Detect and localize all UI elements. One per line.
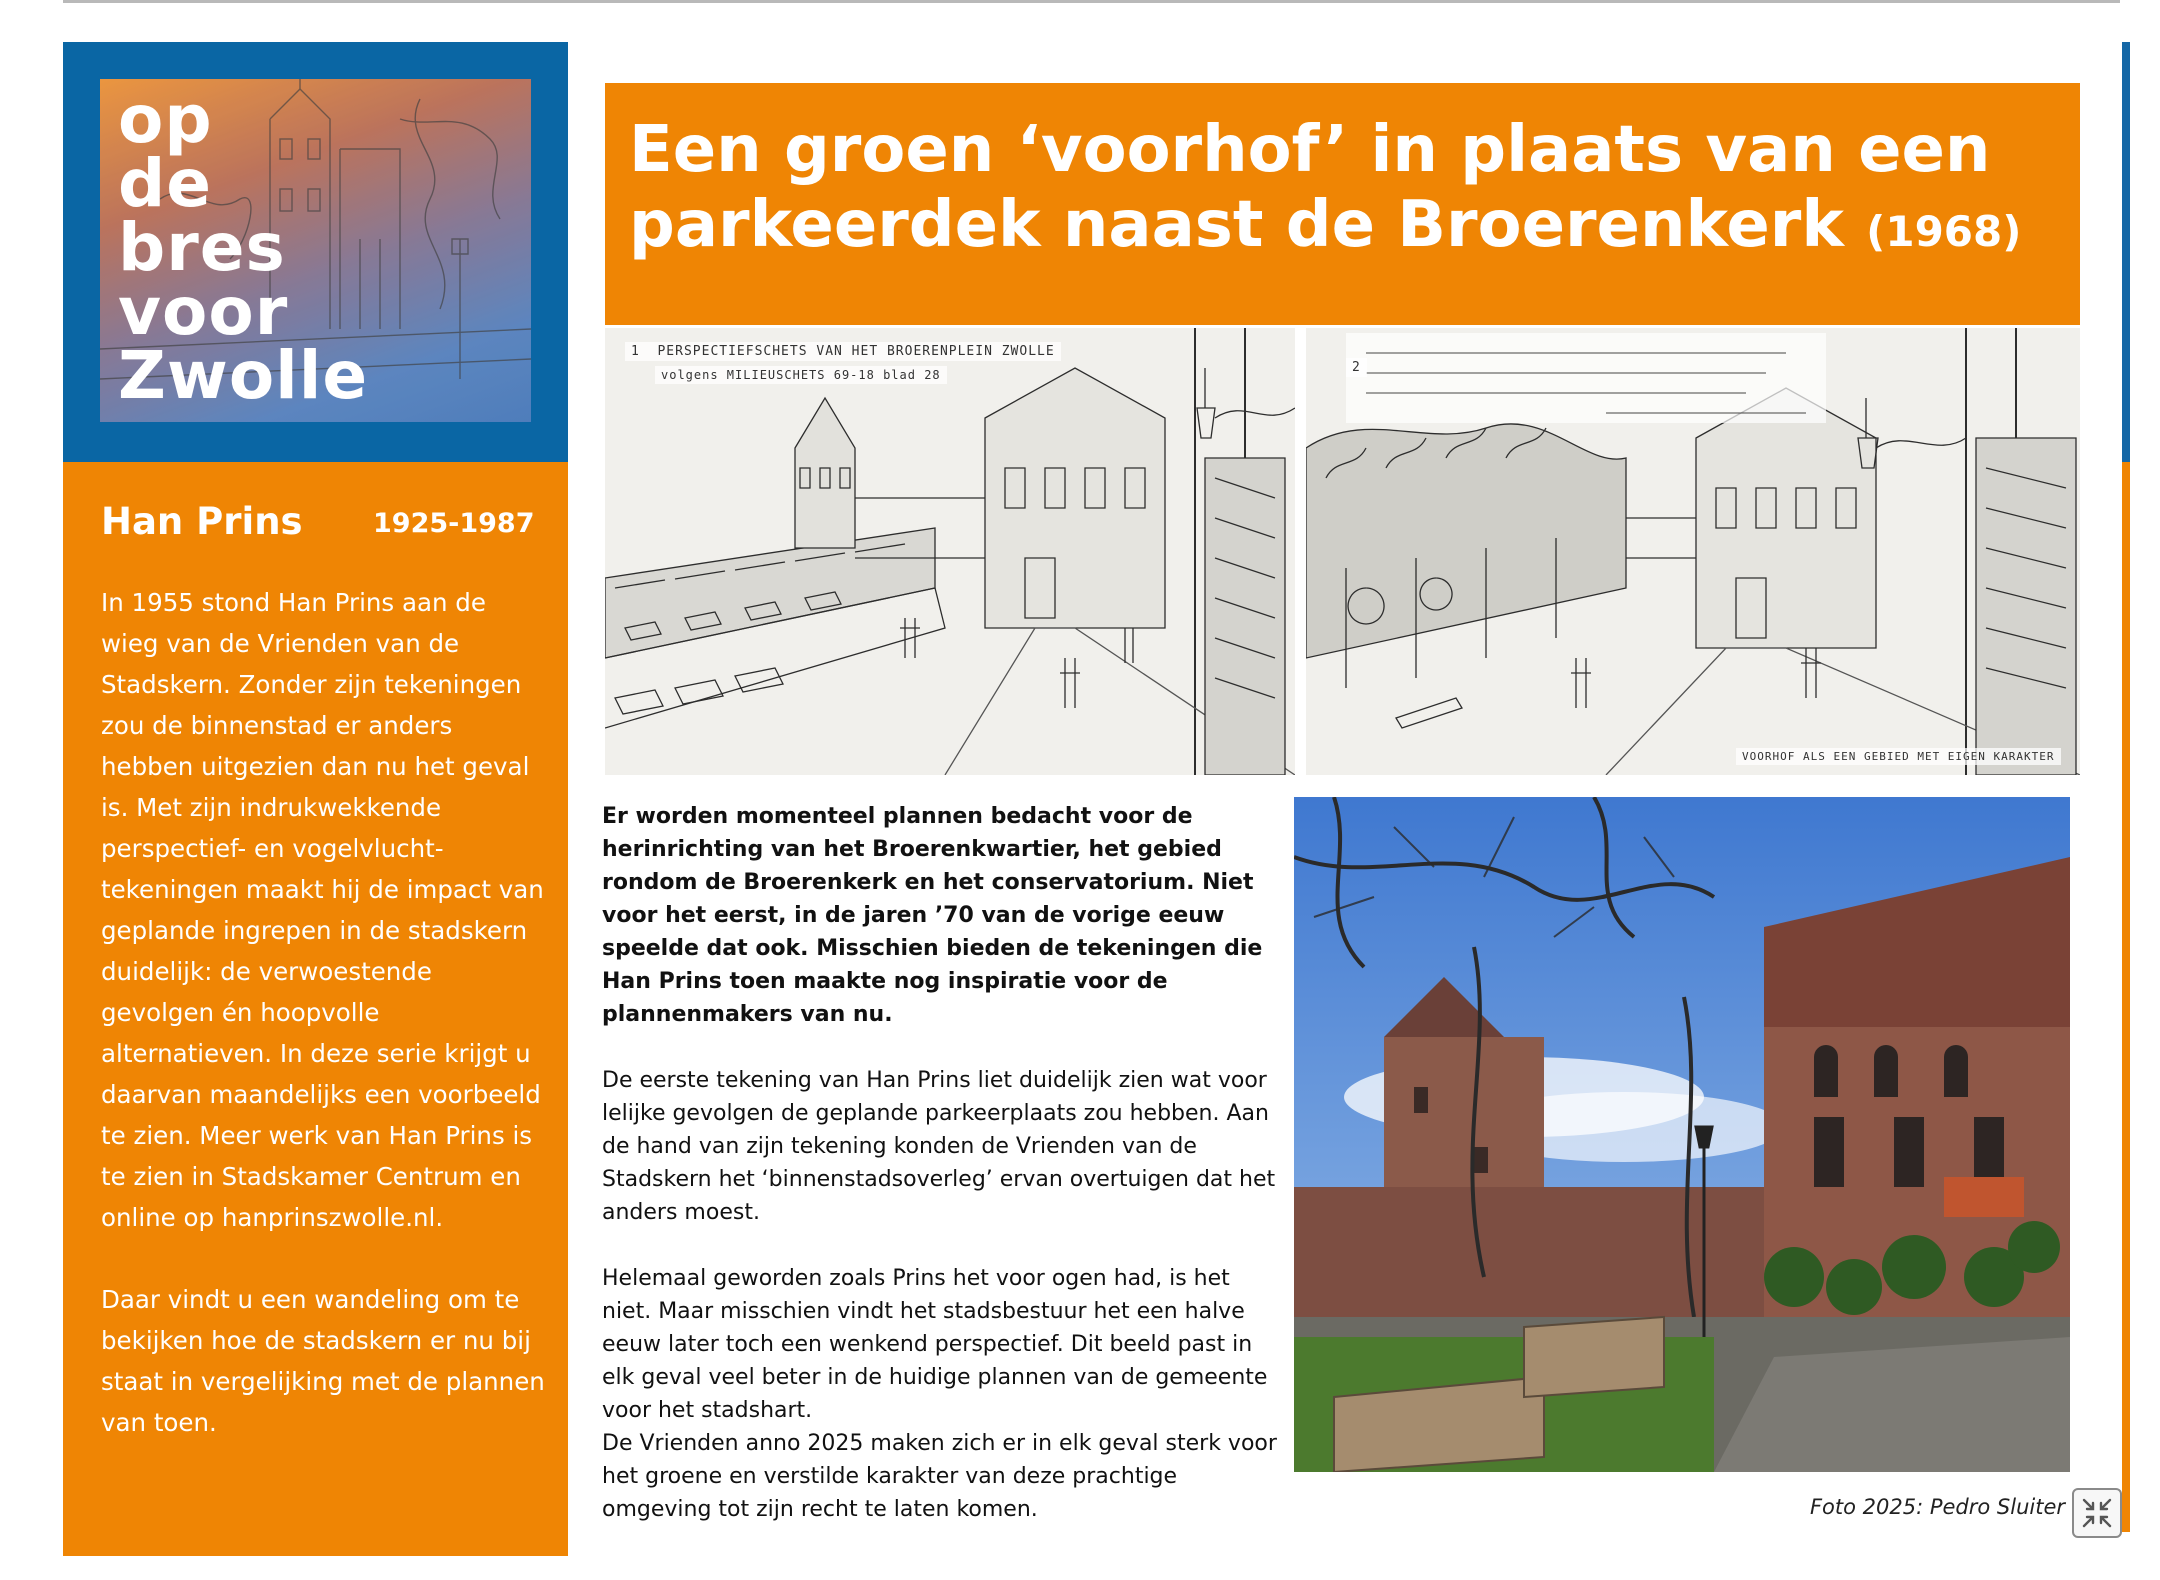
sketch-2-number: 2 (1346, 358, 1367, 377)
collapse-arrows-icon (2081, 1497, 2113, 1529)
right-accent-orange (2122, 462, 2130, 1532)
article-title (629, 113, 2069, 269)
photo-broerenkerk-2025 (1294, 797, 2070, 1472)
author-bio (101, 582, 551, 1484)
author-bio-paragraph-1: In 1955 stond Han Prins aan de wieg van de Vrienden van de Stadskern. Zonder zijn tekeningen zou de binnenstad er anders hebben uitgezien dan nu het geval is. Met zijn indrukwekkende perspectief- en vogelvlucht-tekeningen maakt hij de impact van geplande ingrepen in de stadskern duidelijk: de verwoestende gevolgen én hoopvolle alternatieven. In deze serie krijgt u daarvan maandelijks een voorbeeld te zien. Meer werk van Han Prins is te zien in Stadskamer Centrum en online op hanprinszwolle.nl. (101, 588, 544, 1232)
series-logo (63, 42, 568, 462)
logo-word-3: bres (118, 209, 286, 286)
author-name: Han Prins (101, 500, 303, 543)
author-sidebar (63, 462, 568, 1556)
top-rule (63, 0, 2120, 3)
article-title-year: (1968) (1866, 207, 2022, 256)
article-paragraph-1: De eerste tekening van Han Prins liet duidelijk zien wat voor lelijke gevolgen de geplande parkeerplaats zou hebben. Aan de hand van zijn tekening konden de Vrienden van de Stadskern het ‘binnenstadsoverleg’ ervan overtuigen dat het anders moest. (602, 1068, 1276, 1225)
logo-word-1: op (118, 81, 213, 158)
sketch-green-forecourt-drawing (1306, 328, 2080, 775)
article-title-text: Een groen ‘voorhof’ in plaats van een parkeerdek naast de Broerenkerk (629, 113, 1991, 262)
sketch-1-caption (625, 342, 1061, 361)
logo-word-2: de (118, 145, 213, 222)
logo-word-5: Zwolle (118, 337, 369, 414)
sketch-parking-deck (605, 328, 1295, 775)
sketch-1-subcaption: volgens MILIEUSCHETS 69-18 blad 28 (655, 366, 947, 384)
logo-artwork (100, 79, 531, 422)
logo-word-4: voor (118, 273, 289, 350)
sketch-green-forecourt (1306, 328, 2080, 775)
photo-credit: Foto 2025: Pedro Sluiter (1809, 1495, 2065, 1519)
sketch-1-title: PERSPECTIEFSCHETS VAN HET BROERENPLEIN ZWOLLE (657, 344, 1055, 359)
sketch-2-caption: VOORHOF ALS EEN GEBIED MET EIGEN KARAKTER (1736, 748, 2061, 765)
article-lead: Er worden momenteel plannen bedacht voor de herinrichting van het Broerenkwartier, het gebied rondom de Broerenkerk en het conservatorium. Niet voor het eerst, in de jaren ’70 van de vorige eeuw speelde dat ook. Misschien bieden de tekeningen die Han Prins toen maakte nog inspiratie voor de plannenmakers van nu. (602, 804, 1263, 1027)
sketch-1-number: 1 (631, 344, 640, 359)
article-header (605, 83, 2080, 325)
author-bio-paragraph-2: Daar vindt u een wandeling om te bekijken hoe de stadskern er nu bij staat in vergelijking met de plannen van toen. (101, 1285, 545, 1437)
author-years: 1925-1987 (373, 508, 535, 539)
right-accent-blue (2122, 42, 2130, 462)
photo-broerenkerk-illustration (1294, 797, 2070, 1472)
sketch-parking-deck-drawing (605, 328, 1295, 775)
article-body (602, 800, 1282, 1559)
article-paragraph-2: Helemaal geworden zoals Prins het voor ogen had, is het niet. Maar misschien vindt het stadsbestuur het een halve eeuw later toch een wenkend perspectief. Dit beeld past in elk geval veel beter in de huidige plannen van de gemeente voor het stadshart. (602, 1266, 1268, 1423)
expand-view-button[interactable] (2072, 1488, 2122, 1538)
article-paragraph-3: De Vrienden anno 2025 maken zich er in elk geval sterk voor het groene en verstilde karakter van deze prachtige omgeving tot zijn recht te laten komen. (602, 1431, 1277, 1522)
